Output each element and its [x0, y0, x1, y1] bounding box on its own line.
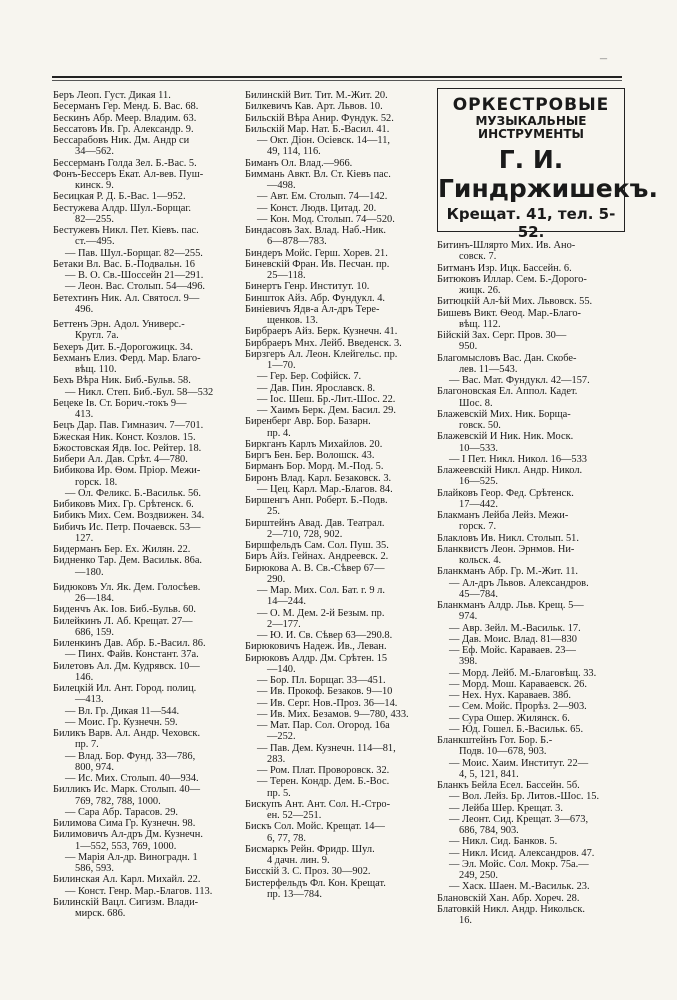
- entry-continuation: мирск. 686.: [75, 908, 126, 919]
- directory-entry: Биргъ Бен. Бер. Волошск. 43.: [245, 450, 375, 461]
- entry-continuation: 1—70.: [267, 360, 296, 371]
- entry-sub: — Никл. Сид. Банков. 5.: [449, 836, 558, 848]
- entry-continuation: 249, 250.: [459, 870, 498, 881]
- directory-column-1: [53, 90, 239, 919]
- directory-entry: Билинскій Вацл. Сигизм. Влади-: [53, 896, 199, 908]
- entry-sub: — Мат. Пар. Сол. Огород. 16а: [257, 720, 390, 731]
- entry-sub: — Гер. Бер. Софійск. 7.: [257, 371, 362, 383]
- entry-sub: — Эл. Мойс. Сол. Мокр. 75а.—: [449, 858, 589, 870]
- directory-entry: Бжостовская Ядв. Іос. Рейтер. 18.: [53, 442, 202, 454]
- entry-sub: — Цец. Карл. Мар.-Благов. 84.: [257, 483, 393, 495]
- directory-entry: Битюковъ Иллар. Сем. Б.-Дорого-: [437, 273, 587, 285]
- entry-sub: — Юд. Гошел. Б.-Васильк. 65.: [449, 723, 584, 735]
- directory-entry: Бланкштейнъ Гот. Бор. Б.-: [437, 735, 553, 746]
- entry-continuation: лев. 11—543.: [459, 363, 518, 375]
- directory-entry: Биденчъ Ак. Іов. Биб.-Бульв. 60.: [53, 604, 197, 616]
- entry-continuation: Шос. 8.: [459, 397, 493, 409]
- directory-entry: Благомысловъ Вас. Дан. Скобе-: [437, 352, 577, 364]
- entry-sub: — Сара Абр. Тарасов. 29.: [65, 806, 178, 818]
- entry-sub: — Бор. Пл. Борщаг. 33—451.: [257, 675, 386, 686]
- entry-continuation: —413.: [75, 694, 104, 706]
- directory-entry: Билимовичъ Ал-дръ Дм. Кузнечн.: [53, 829, 203, 841]
- directory-entry: Бидюковъ Ул. Як. Дем. Голосѣев.: [53, 581, 201, 593]
- directory-column-2: [245, 90, 431, 900]
- entry-sub: — Ром. Плат. Проворовск. 32.: [257, 765, 390, 776]
- entry-continuation: 16.: [459, 915, 472, 926]
- directory-entry: Билейкинъ Л. Аб. Крещат. 27—: [53, 615, 193, 627]
- entry-continuation: пр. 5.: [267, 787, 291, 799]
- directory-entry: Бибикъ Мих. Сем. Воздвижен. 34.: [53, 510, 205, 522]
- entry-sub: — Леон. Вас. Столып. 54—496.: [65, 281, 206, 293]
- entry-sub: — Конст. Людв. Цитад. 20.: [257, 202, 377, 214]
- directory-entry: Бійскій Зах. Серг. Пров. 30—: [437, 330, 567, 341]
- directory-entry: Блановскій Хан. Абр. Хореч. 28.: [437, 892, 580, 904]
- entry-continuation: 2—177.: [267, 618, 301, 630]
- directory-entry: Бистерфельдъ Фл. Кон. Крещат.: [245, 877, 386, 889]
- entry-sub: — Влад. Бор. Фунд. 33—786,: [65, 750, 196, 762]
- ad-line-4: Г. И. Гиндржишекъ.: [438, 145, 658, 203]
- directory-entry: Блакманъ Лейба Лейз. Межи-: [437, 510, 569, 521]
- ad-line-5: Крещат. 41, тел. 5-52.: [446, 205, 616, 241]
- entry-sub: — Сем. Мойс. Прорѣз. 2—903.: [449, 701, 587, 713]
- directory-entry: Бирюковичъ Надеж. Ив., Леван.: [245, 641, 387, 653]
- top-rule: [52, 76, 622, 78]
- entry-continuation: 49, 114, 116.: [267, 146, 321, 158]
- directory-entry: Бисмаркъ Рейн. Фридр. Шул.: [245, 843, 375, 855]
- entry-continuation: 686, 784, 903.: [459, 825, 519, 836]
- entry-sub: — Іос. Шеш. Бр.-Лит.-Шос. 22.: [257, 393, 396, 405]
- entry-sub: — Морд. Мош. Караваевск. 26.: [449, 678, 587, 690]
- entry-sub: — І Пет. Никл. Никол. 16—533: [449, 453, 587, 465]
- directory-entry: Бирюкова А. В. Св.-Сѣвер 67—: [245, 562, 385, 574]
- directory-entry: Биншток Айз. Абр. Фундукл. 4.: [245, 292, 386, 304]
- directory-entry: Биръ Айз. Гейнах. Андреевск. 2.: [245, 551, 389, 563]
- directory-entry: Бецъ Дар. Пав. Гимназич. 7—701.: [53, 420, 204, 432]
- entry-continuation: 496.: [75, 303, 94, 315]
- entry-continuation: ен. 52—251.: [267, 810, 322, 821]
- entry-sub: — Ю. И. Св. Сѣвер 63—290.8.: [257, 630, 393, 641]
- directory-entry: Беръ Леоп. Густ. Дикая 11.: [53, 90, 171, 101]
- entry-sub: — Еф. Мойс. Караваев. 23—: [449, 645, 576, 656]
- entry-sub: — Нех. Нух. Караваев. 38б.: [449, 690, 572, 701]
- directory-entry: Бжеская Ник. Конст. Козлов. 15.: [53, 431, 196, 443]
- directory-entry: Билимова Сима Гр. Кузнечн. 98.: [53, 818, 196, 829]
- entry-continuation: 974.: [459, 611, 478, 623]
- directory-entry: Бессерманъ Голда Зел. Б.-Вас. 5.: [53, 157, 197, 169]
- directory-entry: Бирюковъ Алдр. Дм. Срѣтен. 15: [245, 652, 388, 664]
- directory-entry: Блатовкій Никл. Андр. Никольск.: [437, 903, 586, 915]
- entry-sub: — Вол. Лейз. Бр. Литов.-Шос. 15.: [449, 791, 600, 803]
- entry-sub: — Ал-дръ Львов. Александров.: [449, 577, 589, 589]
- entry-continuation: 6—878—783.: [267, 236, 327, 248]
- directory-entry: Беттенъ Эрн. Адол. Универс.-: [53, 319, 185, 330]
- entry-continuation: Кругл. 7а.: [75, 330, 119, 342]
- directory-entry: Биренберг Авр. Бор. Базарн.: [245, 416, 371, 428]
- top-rule-thin: [52, 80, 622, 81]
- directory-entry: Бирманъ Бор. Морд. М.-Под. 5.: [245, 461, 384, 473]
- entry-sub: — Авр. Зейл. М.-Васильк. 17.: [449, 622, 581, 634]
- entry-continuation: —140.: [267, 663, 296, 675]
- entry-continuation: 4, 5, 121, 841.: [459, 768, 519, 780]
- entry-continuation: 413.: [75, 409, 94, 420]
- entry-continuation: щенков. 13.: [267, 315, 318, 326]
- directory-entry: Биндасовъ Зах. Влад. Наб.-Ник.: [245, 225, 386, 236]
- directory-entry: Биршенгъ Анп. Роберт. Б.-Подв.: [245, 495, 388, 506]
- directory-entry: Бильскій Мар. Нат. Б.-Васил. 41.: [245, 123, 390, 135]
- directory-entry: Бидненко Тар. Дем. Васильк. 86а.: [53, 555, 203, 567]
- directory-entry: Бирбраеръ Айз. Берк. Кузнечн. 41.: [245, 326, 398, 338]
- directory-entry: Бискупъ Ант. Ант. Сол. Н.-Стро-: [245, 798, 391, 810]
- entry-continuation: 290.: [267, 573, 286, 585]
- directory-entry: Бесицкая Р. Д. Б.-Вас. 1—952.: [53, 191, 186, 203]
- directory-entry: Бетаки Вл. Вас. Б.-Подвальн. 16: [53, 258, 195, 270]
- directory-entry: Бехъ Вѣра Ник. Биб.-Бульв. 58.: [53, 375, 191, 387]
- directory-entry: Бискъ Сол. Мойс. Крещат. 14—: [245, 821, 385, 833]
- entry-sub: — Лейба Шер. Крещат. 3.: [449, 802, 563, 814]
- entry-sub: — Дав. Моис. Влад. 81—830: [449, 633, 577, 645]
- directory-entry: Бисскій З. С. Проз. 30—902.: [245, 866, 371, 878]
- directory-entry: Биндеръ Мойс. Герш. Хорев. 21.: [245, 247, 388, 259]
- entry-continuation: Подв. 10—678, 903.: [459, 746, 547, 758]
- directory-entry: Билликъ Ис. Марк. Столып. 40—: [53, 784, 201, 796]
- directory-entry: Бирбраеръ Мнх. Лейб. Введенск. 3.: [245, 337, 402, 349]
- entry-sub: — Окт. Діон. Осіевск. 14—11,: [257, 135, 390, 146]
- entry-continuation: 25.: [267, 506, 280, 518]
- entry-continuation: говск. 50.: [459, 420, 501, 431]
- entry-sub: — Пав. Шул.-Борщаг. 82—255.: [65, 247, 203, 259]
- directory-entry: Билетовъ Ал. Дм. Кудрявск. 10—: [53, 660, 200, 672]
- entry-continuation: 769, 782, 788, 1000.: [75, 795, 161, 807]
- directory-entry: Битинъ-Шлярто Мих. Ив. Ано-: [437, 240, 576, 251]
- entry-continuation: 2—710, 728, 902.: [267, 528, 343, 540]
- ad-line-2: МУЗЫКАЛЬНЫЕ: [475, 114, 587, 128]
- entry-continuation: 6, 77, 78.: [267, 832, 306, 844]
- entry-sub: — Дав. Пин. Ярославск. 8.: [257, 382, 376, 394]
- entry-sub: — Терен. Кондр. Дем. Б.-Вос.: [257, 776, 390, 788]
- entry-sub: — Марія Ал-др. Виноградн. 1: [65, 851, 198, 863]
- entry-continuation: 16—525.: [459, 476, 498, 488]
- directory-entry: Бескинъ Абр. Меер. Владим. 63.: [53, 112, 197, 124]
- entry-continuation: пр. 7.: [75, 739, 99, 751]
- entry-sub: — Хаимъ Берк. Дем. Басил. 29.: [257, 405, 396, 416]
- directory-entry: Биронъ Влад. Карл. Безаковск. 3.: [245, 472, 392, 484]
- entry-continuation: ст.—495.: [75, 236, 115, 248]
- advertisement-box: [437, 88, 658, 241]
- directory-column-3: [437, 240, 625, 926]
- directory-entry: Благоновская Ел. Аппол. Кадет.: [437, 386, 578, 398]
- directory-entry: Биликъ Варв. Ал. Андр. Чеховск.: [53, 728, 201, 739]
- directory-entry: Билецкій Ил. Ант. Город. полиц.: [53, 683, 197, 694]
- entry-sub: — Конст. Генр. Мар.-Благов. 113.: [65, 885, 213, 897]
- entry-sub: — Ис. Мих. Столып. 40—934.: [65, 773, 199, 784]
- entry-continuation: совск. 7.: [459, 251, 497, 263]
- directory-entry: Бехманъ Елиз. Ферд. Мар. Благо-: [53, 352, 201, 364]
- entry-continuation: 26—184.: [75, 593, 114, 604]
- entry-continuation: 146.: [75, 671, 94, 683]
- directory-entry: Бланкманъ Алдр. Льв. Крещ. 5—: [437, 600, 584, 611]
- directory-entry: Блажевскій И Ник. Ник. Моск.: [437, 431, 574, 443]
- entry-sub: — Ив. Прокоф. Безаков. 9—10: [257, 686, 393, 698]
- entry-sub: — Ив. Мих. Безамов. 9—780, 433.: [257, 708, 409, 720]
- directory-entry: Битюцкій Ал-ѣй Мих. Львовск. 55.: [437, 296, 593, 308]
- entry-sub: — Ол. Феликс. Б.-Васильк. 56.: [65, 487, 201, 499]
- entry-continuation: 14—244.: [267, 596, 306, 608]
- corner-mark: ¯: [600, 58, 607, 73]
- directory-entry: Блайковъ Геор. Фед. Срѣтенск.: [437, 487, 574, 499]
- entry-continuation: 25—118.: [267, 270, 306, 281]
- entry-continuation: кольск. 4.: [459, 555, 502, 566]
- entry-sub: — Мар. Мих. Сол. Бат. г. 9 л.: [257, 585, 385, 596]
- entry-continuation: 4 дачн. лин. 9.: [267, 855, 330, 866]
- entry-sub: — Ив. Серг. Нов.-Проз. 36—14.: [257, 697, 398, 709]
- entry-sub: — Никл. Исид. Александров. 47.: [449, 847, 595, 859]
- entry-continuation: —252.: [267, 731, 296, 743]
- entry-continuation: 800, 974.: [75, 761, 114, 773]
- directory-entry: Биммань Авкт. Вл. Ст. Кіевъ пас.: [245, 168, 391, 180]
- directory-entry: Бетехтинъ Ник. Ал. Святосл. 9—: [53, 292, 200, 304]
- directory-entry: Бехеръ Дит. Б.-Дорогожицк. 34.: [53, 341, 193, 353]
- entry-continuation: пр. 13—784.: [267, 888, 322, 900]
- entry-continuation: горск. 18.: [75, 476, 118, 488]
- directory-entry: Бибери Ал. Дав. Срѣт. 4—780.: [53, 454, 188, 465]
- directory-entry: Бильскій Вѣра Анир. Фундук. 52.: [245, 112, 394, 124]
- directory-entry: Бинертъ Генр. Институт. 10.: [245, 281, 370, 293]
- entry-sub: — О. М. Дем. 2-й Безым. пр.: [257, 607, 385, 619]
- entry-continuation: 10—533.: [459, 442, 498, 454]
- directory-entry: Бланквистъ Леон. Эрнмов. Ни-: [437, 543, 575, 555]
- directory-entry: Бибиковъ Мих. Гр. Срѣтенск. 6.: [53, 499, 194, 510]
- directory-entry: Бессатовъ Ив. Гр. Александр. 9.: [53, 123, 194, 135]
- directory-entry: Биневскій Фран. Ив. Песчан. пр.: [245, 258, 390, 270]
- entry-sub: — В. О. Св.-Шоссейн 21—291.: [65, 270, 204, 281]
- directory-entry: Битманъ Изр. Ицк. Бассейн. 6.: [437, 262, 572, 274]
- entry-continuation: —180.: [75, 566, 104, 578]
- directory-entry: Билкевичъ Кав. Арт. Львов. 10.: [245, 101, 383, 113]
- directory-entry: Биленкинъ Дав. Абр. Б.-Васил. 86.: [53, 638, 206, 649]
- directory-entry: Бецеке Ів. Ст. Борич.-токъ 9—: [53, 397, 187, 409]
- directory-entry: Бланкъ Бейла Есел. Бассейн. 5б.: [437, 780, 580, 791]
- entry-sub: — Вас. Мат. Фундукл. 42—157.: [449, 375, 590, 386]
- entry-continuation: 1—552, 553, 769, 1000.: [75, 840, 177, 852]
- entry-sub: — Моис. Гр. Кузнечн. 59.: [65, 716, 178, 728]
- ad-line-1: ОРКЕСТРОВЫЕ: [452, 95, 610, 115]
- entry-sub: — Пав. Дем. Кузнечн. 114—81,: [257, 742, 396, 754]
- directory-entry: Бланкманъ Абр. Гр. М.-Жит. 11.: [437, 566, 579, 578]
- entry-sub: — Никл. Степ. Биб.-Бул. 58—532: [65, 386, 214, 398]
- entry-continuation: вѣщ. 110.: [75, 364, 117, 375]
- entry-continuation: кинск. 9.: [75, 180, 114, 191]
- entry-sub: — Моис. Хаим. Институт. 22—: [449, 757, 589, 769]
- entry-continuation: —498.: [267, 180, 296, 191]
- directory-entry: Билинскій Вит. Тит. М.-Жит. 20.: [245, 90, 388, 101]
- entry-continuation: 398.: [459, 656, 478, 668]
- directory-entry: Бибикова Ир. Ѳом. Пріор. Межи-: [53, 465, 201, 477]
- directory-entry: Блажевскій Мих. Ник. Борща-: [437, 408, 571, 420]
- entry-sub: — Хаск. Шаен. М.-Васильк. 23.: [449, 881, 590, 893]
- directory-entry: Билинская Ал. Карл. Михайл. 22.: [53, 874, 201, 886]
- directory-entry: Бессарабовъ Ник. Дм. Андр си: [53, 135, 190, 146]
- directory-entry: Бирштейнъ Авад. Дав. Театрал.: [245, 517, 385, 529]
- directory-entry: Биршфельдъ Сам. Сол. Пуш. 35.: [245, 540, 389, 551]
- directory-entry: Бирзгеръ Ал. Леон. Клейгельс. пр.: [245, 348, 398, 360]
- entry-continuation: 17—442.: [459, 498, 498, 510]
- directory-entry: Блакловъ Ив. Никл. Столып. 51.: [437, 532, 579, 544]
- entry-sub: — Леонт. Сид. Крещат. 3—673,: [449, 813, 589, 825]
- entry-continuation: 586, 593.: [75, 863, 114, 874]
- entry-continuation: вѣщ. 112.: [459, 318, 501, 330]
- entry-continuation: жицк. 26.: [459, 285, 501, 296]
- entry-sub: — Морд. Лейб. М.-Благовѣщ. 33.: [449, 667, 597, 679]
- directory-entry: Бестужевъ Никл. Пет. Кіевъ. пас.: [53, 225, 199, 236]
- directory-entry: Блажеевскій Никл. Андр. Никол.: [437, 465, 583, 476]
- entry-continuation: 686, 159.: [75, 626, 114, 638]
- directory-entry: Биманъ Ол. Влад.—966.: [245, 157, 353, 169]
- entry-continuation: 82—255.: [75, 213, 114, 225]
- entry-continuation: 283.: [267, 753, 286, 765]
- entry-sub: — Кон. Мод. Столып. 74—520.: [257, 213, 395, 225]
- entry-sub: — Пинх. Файв. Констант. 37а.: [65, 649, 199, 661]
- directory-entry: Биркганъ Карлъ Михайлов. 20.: [245, 438, 383, 450]
- entry-continuation: 45—784.: [459, 588, 498, 600]
- entry-continuation: пр. 4.: [267, 427, 291, 439]
- directory-entry: Бишевъ Викт. Ѳеод. Мар.-Благо-: [437, 307, 581, 319]
- entry-continuation: 34—562.: [75, 146, 114, 158]
- directory-entry: Биніевичъ Ядв-а Ал-дръ Тере-: [245, 303, 380, 315]
- entry-sub: — Вл. Гр. Дикая 11—544.: [65, 705, 180, 717]
- directory-entry: Фонъ-Бессеръ Екат. Ал-вев. Пуш-: [53, 168, 204, 180]
- directory-entry: Бестужева Алдр. Шул.-Борщаг.: [53, 202, 192, 214]
- entry-continuation: горск. 7.: [459, 521, 497, 533]
- directory-entry: Бидерманъ Бер. Ех. Жилян. 22.: [53, 544, 191, 555]
- ad-line-3: ИНСТРУМЕНТЫ: [478, 127, 584, 141]
- directory-entry: Бесерманъ Гер. Менд. Б. Вас. 68.: [53, 101, 199, 113]
- entry-continuation: 127.: [75, 532, 94, 544]
- entry-continuation: 950.: [459, 341, 478, 353]
- entry-sub: — Сура Ошер. Жилянск. 6.: [449, 712, 570, 724]
- entry-sub: — Авт. Ем. Столып. 74—142.: [257, 191, 388, 203]
- directory-entry: Бибичъ Ис. Петр. Почаевск. 53—: [53, 521, 201, 533]
